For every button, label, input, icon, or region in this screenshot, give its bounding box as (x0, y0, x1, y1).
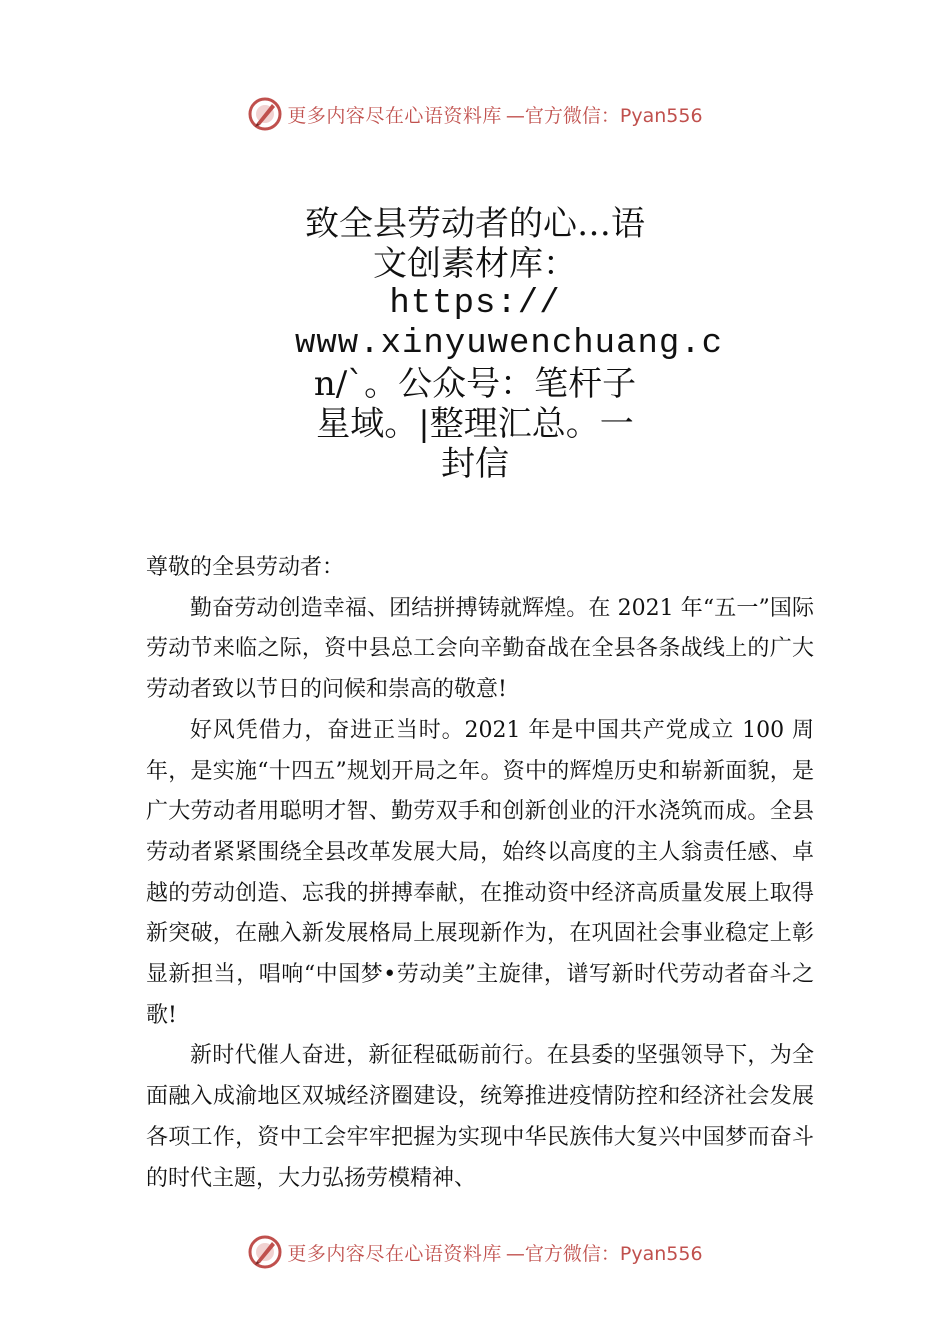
quill-logo-icon (247, 1234, 283, 1270)
footer-wechat-text: —官方微信：Pyan556 (505, 1242, 703, 1265)
quill-logo-icon (247, 96, 283, 132)
title-line: 封信 (441, 444, 509, 484)
paragraph: 勤奋劳动创造幸福、团结拼搏铸就辉煌。在 2021 年“五一”国际劳动节来临之际，资中县总工会向辛勤奋战在全县各条战线上的广大劳动者致以节日的问候和崇高的敬意! (146, 595, 814, 703)
title-line: https:// (389, 285, 561, 323)
document-title (295, 204, 724, 484)
paragraph: 好风凭借力，奋进正当时。2021 年是中国共产党成立 100 周年，是实施“十四五”规划开局之年。资中的辉煌历史和崭新面貌，是广大劳动者用聪明才智、勤劳双手和创新创业的汗水浇筑而成。全县劳动者紧紧围绕全县改革发展大局，始终以高度的主人翁责任感、卓越的劳动创造、忘我的拼搏奉献，在推动资中经济高质量发展上取得新突破，在融入新发展格局上展现新作为，在巩固社会事业稳定上彰显新担当，唱响“中国梦•劳动美”主旋律，谱写新时代劳动者奋斗之歌! (146, 717, 814, 1028)
footer-banner (0, 1230, 950, 1274)
title-line: 星域。|整理汇总。一 (316, 404, 634, 444)
header-wechat-text: —官方微信：Pyan556 (505, 104, 703, 127)
title-line: www.xinyuwenchuang.c (295, 325, 724, 363)
footer-promo-text: 更多内容尽在心语资料库 (287, 1242, 502, 1265)
title-line: 文创素材库： (373, 244, 577, 284)
salutation: 尊敬的全县劳动者： (146, 555, 345, 580)
paragraph: 新时代催人奋进，新征程砥砺前行。在县委的坚强领导下，为全面融入成渝地区双城经济圈建设，统筹推进疫情防控和经济社会发展各项工作，资中工会牢牢把握为实现中华民族伟大复兴中国梦而奋斗的时代主题，大力弘扬劳模精神、 (146, 1043, 814, 1191)
header-promo-text: 更多内容尽在心语资料库 (287, 104, 502, 127)
title-line: 致全县劳动者的心…语 (305, 204, 645, 244)
title-line: n/`。公众号：笔杆子 (313, 364, 637, 404)
header-banner (0, 92, 950, 136)
letter-body (146, 548, 814, 1199)
